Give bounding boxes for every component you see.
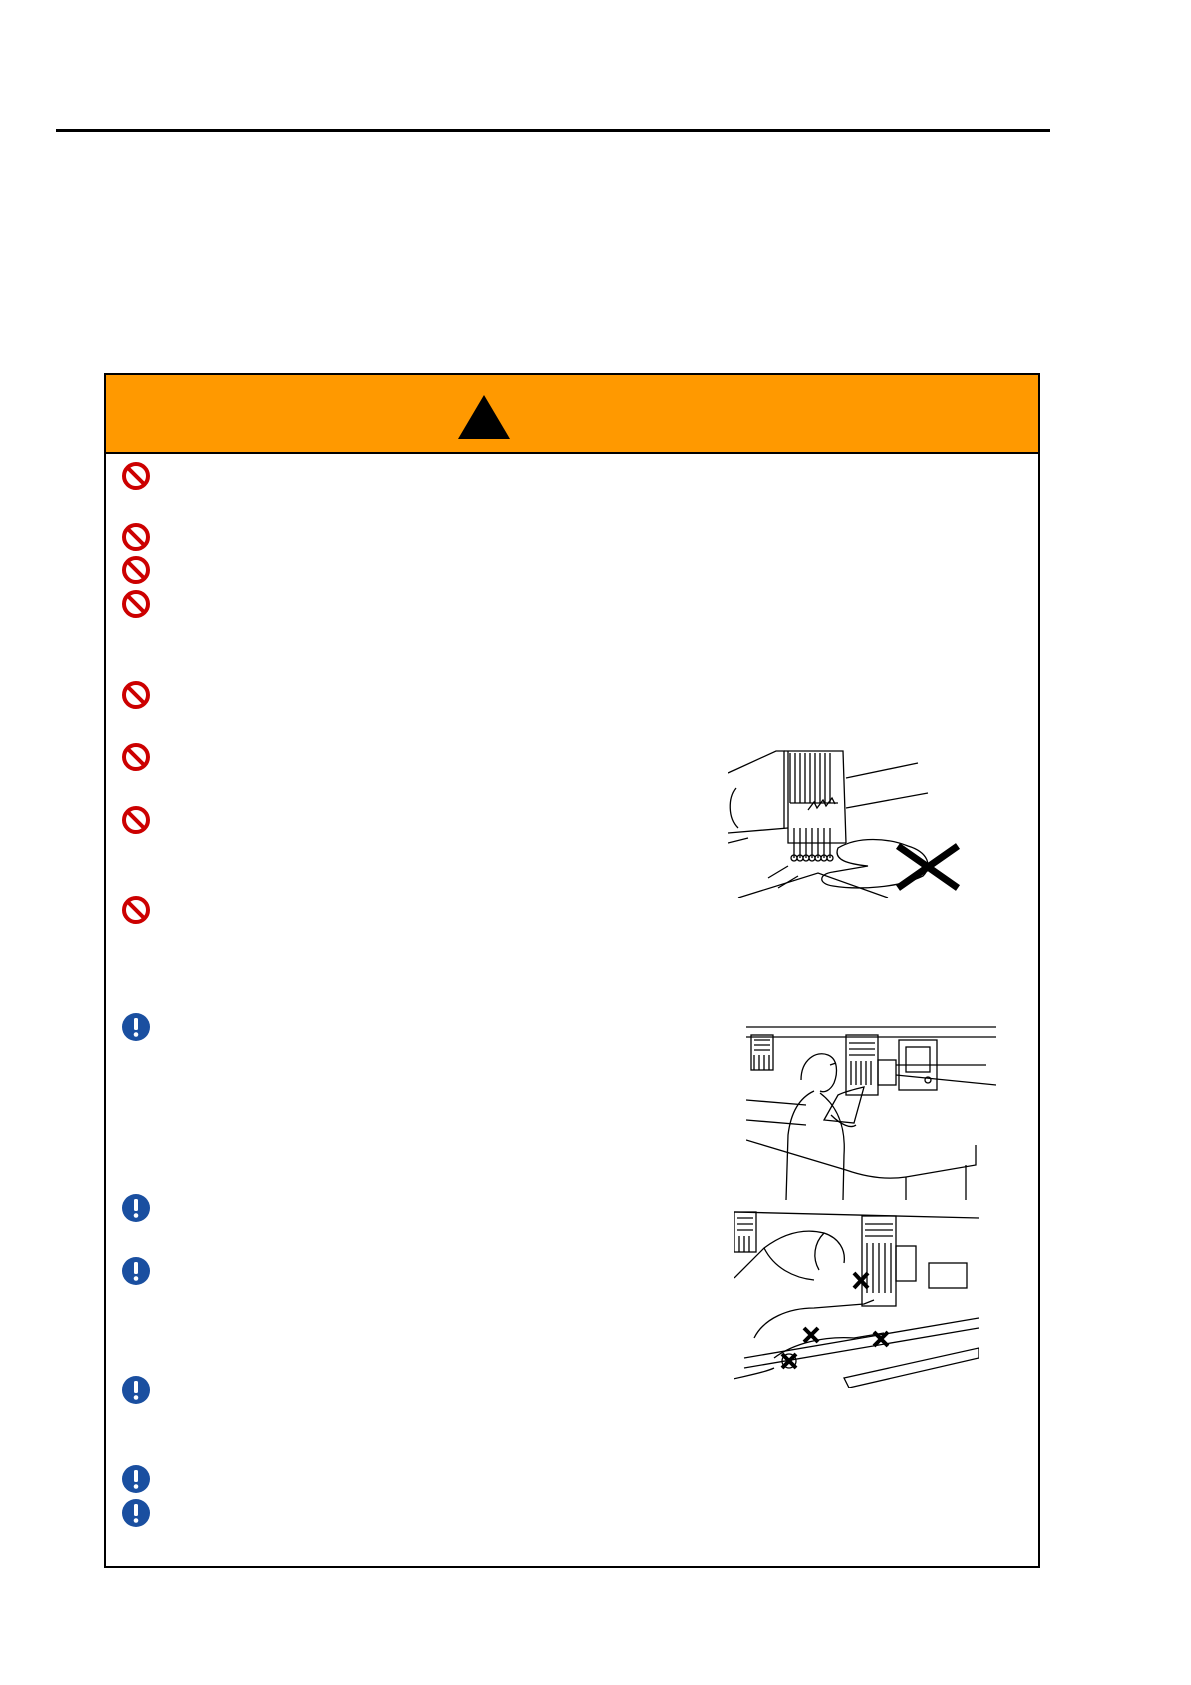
operator-reading-manual-illustration bbox=[746, 1025, 996, 1200]
warning-box bbox=[104, 373, 1040, 1568]
warning-triangle-icon bbox=[456, 393, 512, 441]
hands-in-moving-parts-prohibited-illustration bbox=[734, 1208, 979, 1388]
prohibition-icon bbox=[121, 589, 151, 619]
mandatory-action-icon bbox=[121, 1375, 151, 1405]
prohibition-icon bbox=[121, 742, 151, 772]
mandatory-action-icon bbox=[121, 1256, 151, 1286]
mandatory-action-icon bbox=[121, 1464, 151, 1494]
warning-header bbox=[106, 375, 1038, 454]
hand-near-needles-prohibited-illustration bbox=[728, 748, 963, 898]
prohibition-icon bbox=[121, 805, 151, 835]
header-rule bbox=[56, 129, 1050, 132]
mandatory-action-icon bbox=[121, 1012, 151, 1042]
prohibition-icon bbox=[121, 555, 151, 585]
mandatory-action-icon bbox=[121, 1193, 151, 1223]
mandatory-action-icon bbox=[121, 1498, 151, 1528]
prohibition-icon bbox=[121, 461, 151, 491]
prohibition-icon bbox=[121, 522, 151, 552]
prohibition-icon bbox=[121, 895, 151, 925]
prohibition-icon bbox=[121, 680, 151, 710]
